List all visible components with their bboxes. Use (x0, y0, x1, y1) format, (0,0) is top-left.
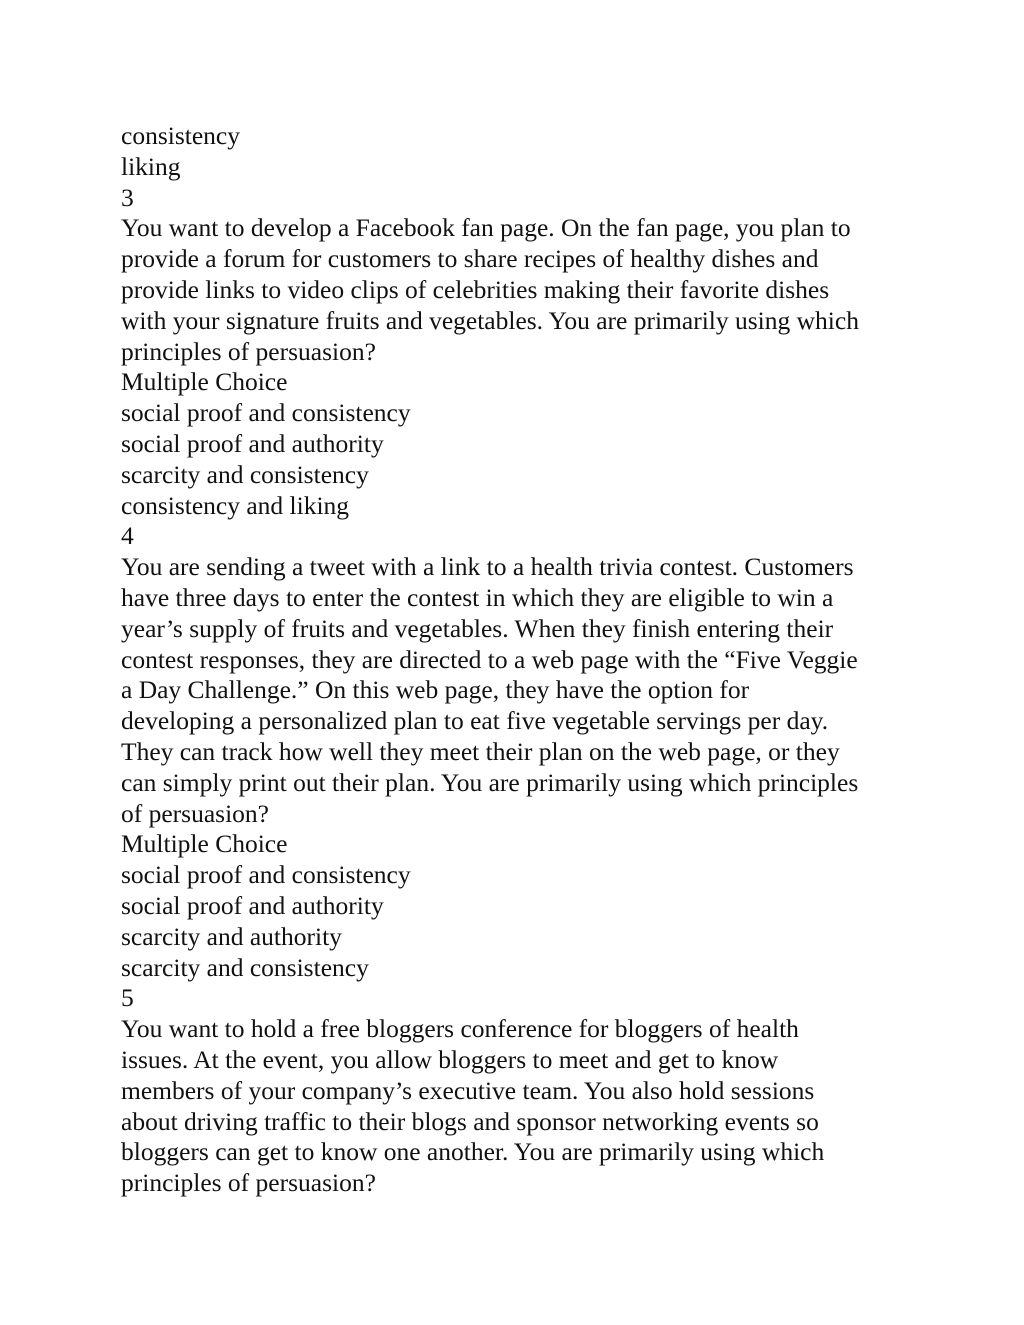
question-text: You want to hold a free bloggers conference for bloggers of health (121, 1014, 799, 1044)
question-number: 3 (121, 182, 134, 212)
question-text: bloggers can get to know one another. You are primarily using which (121, 1137, 825, 1167)
question-text: about driving traffic to their blogs and sponsor networking events so (121, 1106, 819, 1136)
document-page (121, 121, 911, 1199)
question-text: with your signature fruits and vegetables. You are primarily using which (121, 305, 859, 335)
question-text: principles of persuasion? (121, 1168, 376, 1198)
question-text: contest responses, they are directed to a web page with the “Five Veggie (121, 644, 858, 674)
question-text: can simply print out their plan. You are primarily using which principles (121, 767, 859, 797)
answer-option: liking (121, 151, 181, 181)
question-text: They can track how well they meet their plan on the web page, or they (121, 736, 840, 766)
question-text: You are sending a tweet with a link to a health trivia contest. Customers (121, 552, 854, 582)
question-number: 4 (121, 521, 134, 551)
answer-option: scarcity and consistency (121, 952, 369, 982)
answer-option: social proof and authority (121, 428, 384, 458)
question-text: members of your company’s executive team. You also hold sessions (121, 1075, 815, 1105)
answer-option: consistency and liking (121, 490, 350, 520)
answer-option: social proof and consistency (121, 860, 411, 890)
answer-option: social proof and authority (121, 890, 384, 920)
question-text: a Day Challenge.” On this web page, they have the option for (121, 675, 750, 705)
answer-option: consistency (121, 121, 240, 150)
question-text: principles of persuasion? (121, 336, 376, 366)
question-type-label: Multiple Choice (121, 367, 288, 397)
question-text: have three days to enter the contest in which they are eligible to win a (121, 582, 834, 612)
question-type-label: Multiple Choice (121, 829, 288, 859)
question-number: 5 (121, 983, 134, 1013)
question-text: year’s supply of fruits and vegetables. When they finish entering their (121, 613, 834, 643)
answer-option: scarcity and consistency (121, 459, 369, 489)
question-text: issues. At the event, you allow bloggers to meet and get to know (121, 1044, 779, 1074)
question-text: provide links to video clips of celebrities making their favorite dishes (121, 274, 830, 304)
answer-option: scarcity and authority (121, 921, 342, 951)
answer-option: social proof and consistency (121, 398, 411, 428)
question-text: developing a personalized plan to eat five vegetable servings per day. (121, 706, 829, 736)
question-text: of persuasion? (121, 798, 269, 828)
question-text: provide a forum for customers to share recipes of healthy dishes and (121, 244, 819, 274)
question-text: You want to develop a Facebook fan page. On the fan page, you plan to (121, 213, 851, 243)
